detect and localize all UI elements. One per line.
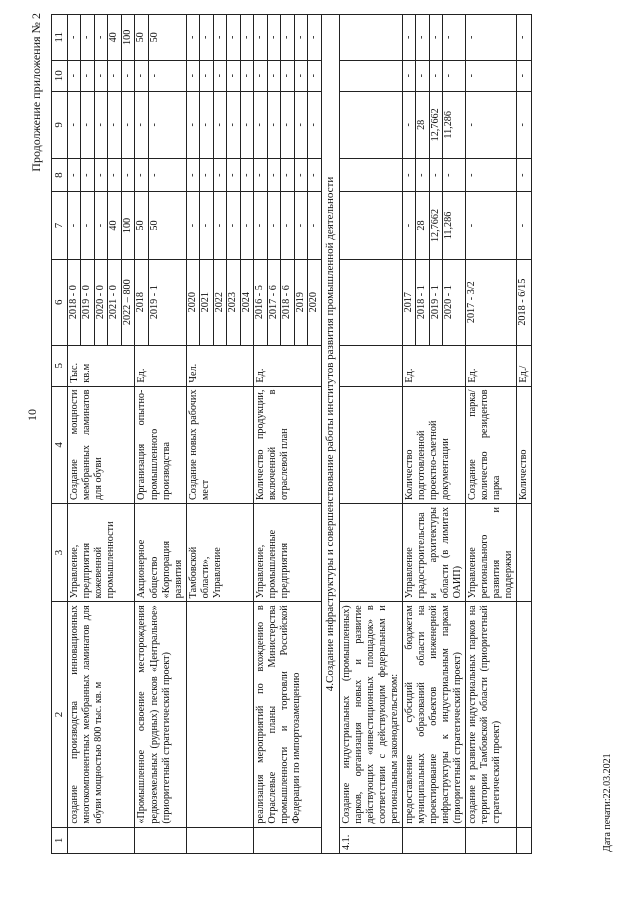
value-cell-c7 — [339, 192, 402, 259]
value-subcell: - — [107, 159, 121, 192]
value-cell-c10 — [254, 60, 322, 91]
value-subcell: 2018 - 6 — [280, 260, 294, 345]
value-subcell: - — [67, 123, 79, 127]
table-row — [135, 15, 186, 854]
value-subcell: - — [226, 15, 240, 60]
value-cell-c6 — [186, 259, 254, 345]
value-subcell: - — [442, 159, 456, 192]
value-cell-c7 — [186, 192, 254, 259]
value-cell-c9 — [517, 91, 532, 158]
value-subcell: - — [294, 159, 308, 192]
value-subcell: - — [240, 61, 254, 91]
rotated-page — [21, 11, 619, 876]
row-number-cell — [254, 827, 322, 853]
value-subcell: - — [94, 92, 108, 158]
value-subcell: - — [307, 15, 321, 60]
indicator-cell — [339, 386, 402, 503]
value-subcell: - — [402, 123, 414, 127]
value-subcell: - — [107, 61, 121, 91]
indicator-cell: Создание новых рабочих мест — [186, 386, 254, 503]
value-subcell: 2023 — [226, 260, 240, 345]
value-subcell: - — [254, 123, 266, 127]
value-subcell: - — [199, 61, 213, 91]
value-cell-c9 — [135, 91, 186, 158]
responsible-cell: Тамбовской области», Управление — [186, 504, 254, 602]
value-subcell: 2018 - 6/15 — [517, 278, 528, 326]
value-cell-c10 — [517, 60, 532, 91]
measure-name-cell: создание и развитие индустриальных парков на территории Тамбовской области (приоритетный стратегический проект) — [465, 602, 516, 827]
indicator-cell: Количество продукции, включенной в отраслевой план — [254, 386, 322, 503]
page-number: 10 — [25, 409, 39, 421]
value-subcell: 2022 — [213, 260, 227, 345]
measure-name-cell — [517, 602, 532, 827]
value-subcell: - — [517, 123, 528, 127]
value-cell-c7 — [402, 192, 465, 259]
value-subcell: - — [240, 159, 254, 192]
unit-cell — [339, 345, 402, 386]
value-subcell: - — [121, 61, 135, 91]
column-number-cell: 1 — [52, 827, 68, 853]
value-subcell: - — [267, 192, 281, 258]
value-subcell: - — [186, 223, 198, 228]
value-cell-c6 — [254, 259, 322, 345]
value-subcell: - — [213, 192, 227, 258]
value-subcell: - — [94, 192, 108, 258]
responsible-cell: Управление, промышленные предприятия — [254, 504, 322, 602]
value-subcell: - — [415, 159, 429, 192]
value-subcell: - — [402, 223, 414, 228]
value-subcell: - — [517, 173, 528, 177]
value-cell-c9 — [254, 91, 322, 158]
value-subcell: - — [199, 192, 213, 258]
value-subcell: - — [213, 15, 227, 60]
value-subcell: - — [240, 15, 254, 60]
value-subcell: 100 — [121, 192, 135, 258]
value-subcell: - — [465, 173, 477, 177]
value-subcell: 11,286 — [442, 192, 456, 258]
value-cell-c8 — [402, 158, 465, 192]
table-row — [402, 15, 465, 854]
column-number-cell: 5 — [52, 345, 68, 386]
value-subcell: - — [442, 61, 456, 91]
value-subcell: 2017 — [402, 292, 414, 313]
value-cell-c7 — [67, 192, 135, 259]
value-subcell: - — [294, 192, 308, 258]
value-subcell: - — [429, 61, 443, 91]
value-subcell: - — [294, 61, 308, 91]
program-table — [51, 14, 532, 854]
unit-cell: Ед. — [465, 345, 516, 386]
value-cell-c6 — [402, 259, 465, 345]
value-subcell: - — [67, 35, 79, 40]
value-subcell: 2020 — [186, 292, 198, 313]
value-subcell: - — [240, 92, 254, 158]
table-row — [254, 15, 322, 854]
value-cell-c11 — [135, 15, 186, 61]
value-subcell: - — [199, 159, 213, 192]
value-cell-c8 — [254, 158, 322, 192]
continuation-note: Продолжение приложения № 2 — [29, 13, 43, 172]
value-cell-c11 — [67, 15, 135, 61]
value-subcell: - — [267, 159, 281, 192]
value-subcell: - — [148, 92, 174, 158]
value-subcell: 2020 — [307, 260, 321, 345]
value-subcell: 40 — [107, 192, 121, 258]
value-cell-c8 — [186, 158, 254, 192]
value-subcell: - — [94, 15, 108, 60]
column-number-cell: 10 — [52, 60, 68, 91]
value-cell-c11 — [254, 15, 322, 61]
column-number-row — [52, 15, 68, 854]
value-subcell: 2021 — [199, 260, 213, 345]
value-subcell: - — [148, 159, 174, 192]
value-subcell: - — [254, 73, 266, 78]
unit-cell: Ед. — [254, 345, 322, 386]
value-subcell: - — [429, 15, 443, 60]
responsible-cell: Управление градостроительства и архитектуры области (в лимитах ОАИП) — [402, 504, 465, 602]
value-subcell: 100 — [121, 15, 135, 60]
responsible-cell: Акционерное общество «Корпорация развития — [135, 504, 186, 602]
column-number-cell: 2 — [52, 602, 68, 827]
responsible-cell — [339, 504, 402, 602]
value-subcell: - — [254, 173, 266, 177]
value-subcell: 50 — [135, 32, 147, 43]
value-subcell: 2020 - 0 — [94, 260, 108, 345]
value-subcell: - — [199, 15, 213, 60]
value-subcell: - — [465, 73, 477, 78]
value-cell-c7 — [465, 192, 516, 259]
value-subcell: 50 — [135, 220, 147, 231]
value-subcell: - — [294, 92, 308, 158]
measure-name-cell — [186, 602, 254, 827]
value-subcell: - — [80, 92, 94, 158]
value-subcell: - — [135, 173, 147, 177]
value-subcell: - — [307, 192, 321, 258]
value-cell-c8 — [465, 158, 516, 192]
value-subcell: - — [226, 61, 240, 91]
value-subcell: - — [94, 61, 108, 91]
value-subcell: 2018 — [135, 292, 147, 313]
value-subcell: - — [199, 92, 213, 158]
value-subcell: - — [307, 159, 321, 192]
measure-name-cell: создание производства инновационных многокомпонентных мембранных ламинатов для обуви мощностью 800 тыс. кв. м — [67, 602, 135, 827]
value-subcell: - — [121, 159, 135, 192]
value-subcell: - — [280, 192, 294, 258]
value-subcell: - — [429, 159, 443, 192]
value-cell-c9 — [465, 91, 516, 158]
value-subcell: - — [213, 92, 227, 158]
row-number-cell — [402, 827, 465, 853]
value-subcell: - — [280, 159, 294, 192]
value-subcell: 2018 - 0 — [67, 285, 79, 320]
value-subcell: - — [80, 192, 94, 258]
value-cell-c6 — [135, 259, 186, 345]
value-subcell: 2020 - 1 — [442, 260, 456, 345]
value-cell-c6 — [339, 259, 402, 345]
measure-name-cell: реализация мероприятий по вхождению в Отраслевые планы Министерства промышленности и торговли Российской Федерации по импортозамещению — [254, 602, 322, 827]
measure-name-cell: «Промышленное освоение месторождения редкоземельных (рудных) песков «Центральное» (приоритетный стратегический проект) — [135, 602, 186, 827]
value-subcell: - — [80, 61, 94, 91]
value-subcell: - — [280, 92, 294, 158]
value-cell-c10 — [339, 60, 402, 91]
value-subcell: - — [80, 159, 94, 192]
responsible-cell: Управление регионального развития и поддержки — [465, 504, 516, 602]
indicator-cell: Количество подготовленной проектно-сметной документации — [402, 386, 465, 503]
value-subcell: - — [148, 61, 174, 91]
row-number-cell — [67, 827, 135, 853]
value-cell-c7 — [517, 192, 532, 259]
measure-name-cell: предоставление субсидий бюджетам муниципальных образований области на проектирование объектов инженерной инфраструктуры к индустриальным паркам (приоритетный стратегический проект) — [402, 602, 465, 827]
value-subcell: - — [517, 73, 528, 78]
value-subcell: - — [67, 223, 79, 228]
value-cell-c7 — [254, 192, 322, 259]
value-cell-c11 — [402, 15, 465, 61]
value-subcell: 2019 - 1 — [148, 260, 174, 345]
value-subcell: - — [254, 35, 266, 40]
value-cell-c6 — [67, 259, 135, 345]
row-number-cell: 4.1. — [339, 827, 402, 853]
section-title: 4.Создание инфраструктуры и совершенствование работы институтов развития промышленной деятельности — [321, 15, 339, 854]
value-subcell: 28 — [415, 92, 429, 158]
value-subcell: - — [226, 192, 240, 258]
value-subcell: 40 — [107, 15, 121, 60]
table-wrapper — [51, 14, 532, 854]
value-cell-c10 — [186, 60, 254, 91]
value-subcell: - — [80, 15, 94, 60]
column-number-cell: 4 — [52, 386, 68, 503]
row-number-cell — [465, 827, 516, 853]
section-row — [321, 15, 339, 854]
value-subcell: - — [294, 15, 308, 60]
column-number-cell: 8 — [52, 158, 68, 192]
column-number-cell: 11 — [52, 15, 68, 61]
value-subcell: - — [267, 92, 281, 158]
unit-cell: Ед. — [402, 345, 465, 386]
value-subcell: - — [186, 123, 198, 127]
value-subcell: 2019 - 1 — [429, 260, 443, 345]
value-cell-c6 — [517, 259, 532, 345]
row-number-cell — [135, 827, 186, 853]
value-cell-c10 — [67, 60, 135, 91]
value-subcell: - — [226, 159, 240, 192]
unit-cell: Чел. — [186, 345, 254, 386]
value-subcell: 50 — [148, 15, 174, 60]
value-subcell: 2021 - 0 — [107, 260, 121, 345]
value-subcell: 2018 - 1 — [415, 260, 429, 345]
value-subcell: - — [280, 61, 294, 91]
value-subcell: - — [135, 73, 147, 78]
value-cell-c6 — [465, 259, 516, 345]
table-row — [517, 15, 532, 854]
row-number-cell — [186, 827, 254, 853]
value-subcell: - — [465, 35, 477, 40]
value-subcell: - — [213, 159, 227, 192]
value-cell-c8 — [67, 158, 135, 192]
value-subcell: - — [307, 61, 321, 91]
value-subcell: 11,286 — [442, 92, 456, 158]
value-subcell: 2017 - 6 — [267, 260, 281, 345]
value-cell-c11 — [339, 15, 402, 61]
column-number-cell: 9 — [52, 91, 68, 158]
value-subcell: 2019 — [294, 260, 308, 345]
value-subcell: - — [280, 15, 294, 60]
value-subcell: 2019 - 0 — [80, 260, 94, 345]
indicator-cell: Организация опытно-промышленного производства — [135, 386, 186, 503]
row-number-cell — [517, 827, 532, 853]
value-subcell: - — [442, 15, 456, 60]
print-date: Дата печати:22.03.2021 — [602, 753, 613, 852]
unit-cell: Тыс. кв.м — [67, 345, 135, 386]
column-number-cell: 6 — [52, 259, 68, 345]
value-subcell: - — [186, 173, 198, 177]
value-subcell: 12,7662 — [429, 192, 443, 258]
value-subcell: 28 — [415, 192, 429, 258]
value-subcell: - — [213, 61, 227, 91]
value-cell-c9 — [186, 91, 254, 158]
value-cell-c10 — [402, 60, 465, 91]
unit-cell: Ед./ — [517, 345, 532, 386]
value-subcell: - — [402, 173, 414, 177]
value-cell-c8 — [135, 158, 186, 192]
value-subcell: - — [67, 173, 79, 177]
value-subcell: - — [267, 15, 281, 60]
value-cell-c8 — [517, 158, 532, 192]
value-cell-c11 — [465, 15, 516, 61]
table-row — [465, 15, 516, 854]
value-subcell: - — [465, 123, 477, 127]
value-cell-c9 — [339, 91, 402, 158]
column-number-cell: 7 — [52, 192, 68, 259]
value-cell-c11 — [186, 15, 254, 61]
value-subcell: - — [415, 15, 429, 60]
value-subcell: - — [267, 61, 281, 91]
value-subcell: 2016 - 5 — [254, 285, 266, 320]
value-subcell: 2022 – 800 — [121, 260, 135, 345]
value-cell-c9 — [67, 91, 135, 158]
table-row — [339, 15, 402, 854]
value-subcell: - — [107, 92, 121, 158]
value-cell-c8 — [339, 158, 402, 192]
measure-name-cell: Создание индустриальных (промышленных) парков, организация новых и развитие действующих «инвестиционных площадок» в соответствии с действующим федеральным и региональным законодательством: — [339, 602, 402, 827]
value-subcell: - — [121, 92, 135, 158]
value-subcell: - — [517, 35, 528, 40]
unit-cell: Ед. — [135, 345, 186, 386]
value-cell-c11 — [517, 15, 532, 61]
table-row — [186, 15, 254, 854]
value-subcell: - — [226, 92, 240, 158]
value-subcell: - — [135, 123, 147, 127]
indicator-cell: Создание мощности мембранных ламинатов для обуви — [67, 386, 135, 503]
value-subcell: 50 — [148, 192, 174, 258]
value-subcell: - — [186, 35, 198, 40]
value-cell-c7 — [135, 192, 186, 259]
value-subcell: - — [186, 73, 198, 78]
value-subcell: - — [517, 223, 528, 228]
value-subcell: - — [67, 73, 79, 78]
value-subcell: - — [415, 61, 429, 91]
value-cell-c10 — [465, 60, 516, 91]
indicator-cell: Количество — [517, 386, 532, 503]
column-number-cell: 3 — [52, 504, 68, 602]
table-row — [67, 15, 135, 854]
value-subcell: 2024 — [240, 260, 254, 345]
value-subcell: 12,7662 — [429, 92, 443, 158]
value-subcell: - — [307, 92, 321, 158]
responsible-cell: Управление, предприятия кожевенной промышленности — [67, 504, 135, 602]
indicator-cell: Создание парка/ количество резидентов парка — [465, 386, 516, 503]
value-cell-c9 — [402, 91, 465, 158]
value-subcell: - — [402, 35, 414, 40]
value-subcell: - — [240, 192, 254, 258]
table-body — [52, 15, 532, 854]
value-subcell: - — [94, 159, 108, 192]
value-cell-c10 — [135, 60, 186, 91]
value-subcell: - — [254, 223, 266, 228]
value-subcell: - — [465, 223, 477, 228]
value-subcell: - — [402, 73, 414, 78]
responsible-cell — [517, 504, 532, 602]
value-subcell: 2017 - 3/2 — [465, 281, 477, 324]
